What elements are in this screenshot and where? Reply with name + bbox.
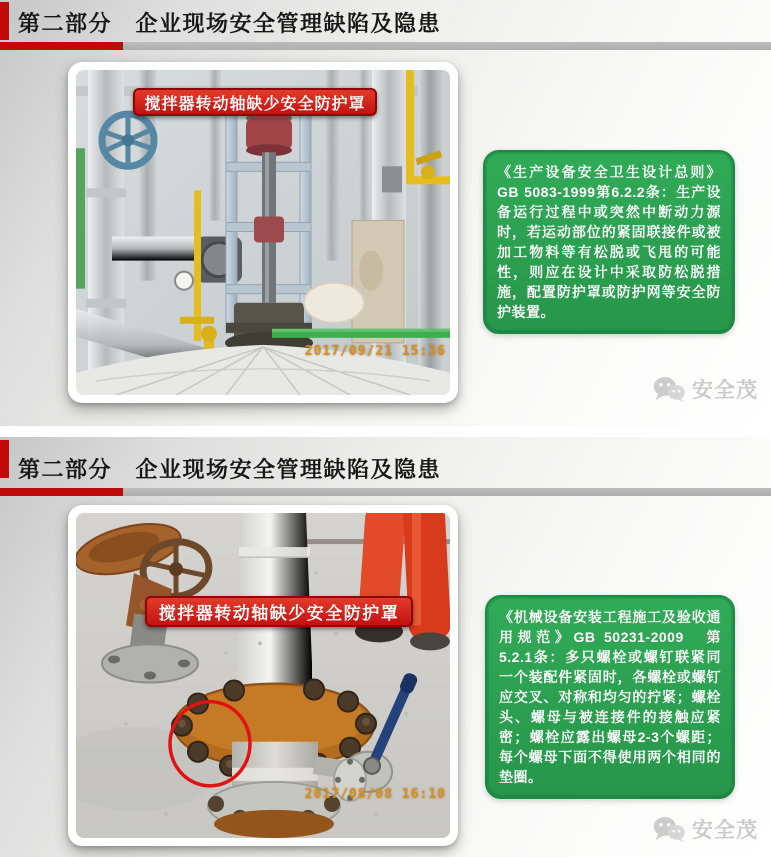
hazard-label: 搅拌器转动轴缺少安全防护罩 — [133, 88, 377, 116]
photo-frame — [68, 505, 458, 846]
title-underline-bar — [0, 488, 771, 496]
slide-1 — [0, 0, 771, 426]
slide-title: 第二部分 企业现场安全管理缺陷及隐患 — [18, 11, 442, 36]
slide-title: 第二部分 企业现场安全管理缺陷及隐患 — [18, 457, 442, 482]
hazard-label: 搅拌器转动轴缺少安全防护罩 — [145, 596, 413, 627]
title-underline-red — [0, 488, 123, 496]
green-pipe-strip — [76, 148, 85, 288]
regulation-textbox: 《机械设备安装工程施工及验收通用规范》GB 50231-2009 第5.2.1条：多只螺栓或螺钉联紧同一个装配件紧固时，各螺栓或螺钉应交叉、对称和均匀的拧紧；螺栓头、螺母与被连接件的接触应紧密；螺栓应露出螺母2-3个螺距；每个螺母下面不得使用两个相同的垫圈。 — [485, 595, 735, 799]
watermark — [652, 374, 758, 404]
photo-frame — [68, 62, 458, 403]
green-pipe — [272, 329, 450, 338]
red-accent-strip — [0, 2, 9, 40]
camera-timestamp: 2017/08/08 16:10 — [304, 787, 446, 802]
red-accent-strip — [0, 440, 9, 478]
camera-timestamp: 2017/09/21 15:36 — [304, 344, 446, 359]
watermark-text: 安全茂 — [692, 819, 758, 842]
watermark — [652, 814, 758, 844]
watermark-text: 安全茂 — [692, 379, 758, 402]
title-underline-red — [0, 42, 123, 50]
title-underline-gray — [123, 42, 771, 50]
wechat-logo-icon — [652, 815, 686, 843]
regulation-textbox: 《生产设备安全卫生设计总则》GB 5083-1999第6.2.2条：生产设备运行过程中或突然中断动力源时，若运动部位的紧固联接件或被加工物料等有松脱或飞甩的可能性，则应在设计中采取防松脱措施，配置防护罩或防护网等安全防护装置。 — [483, 150, 735, 334]
wechat-logo-icon — [652, 375, 686, 403]
title-underline-bar — [0, 42, 771, 50]
title-underline-gray — [123, 488, 771, 496]
slide-2 — [0, 437, 771, 857]
